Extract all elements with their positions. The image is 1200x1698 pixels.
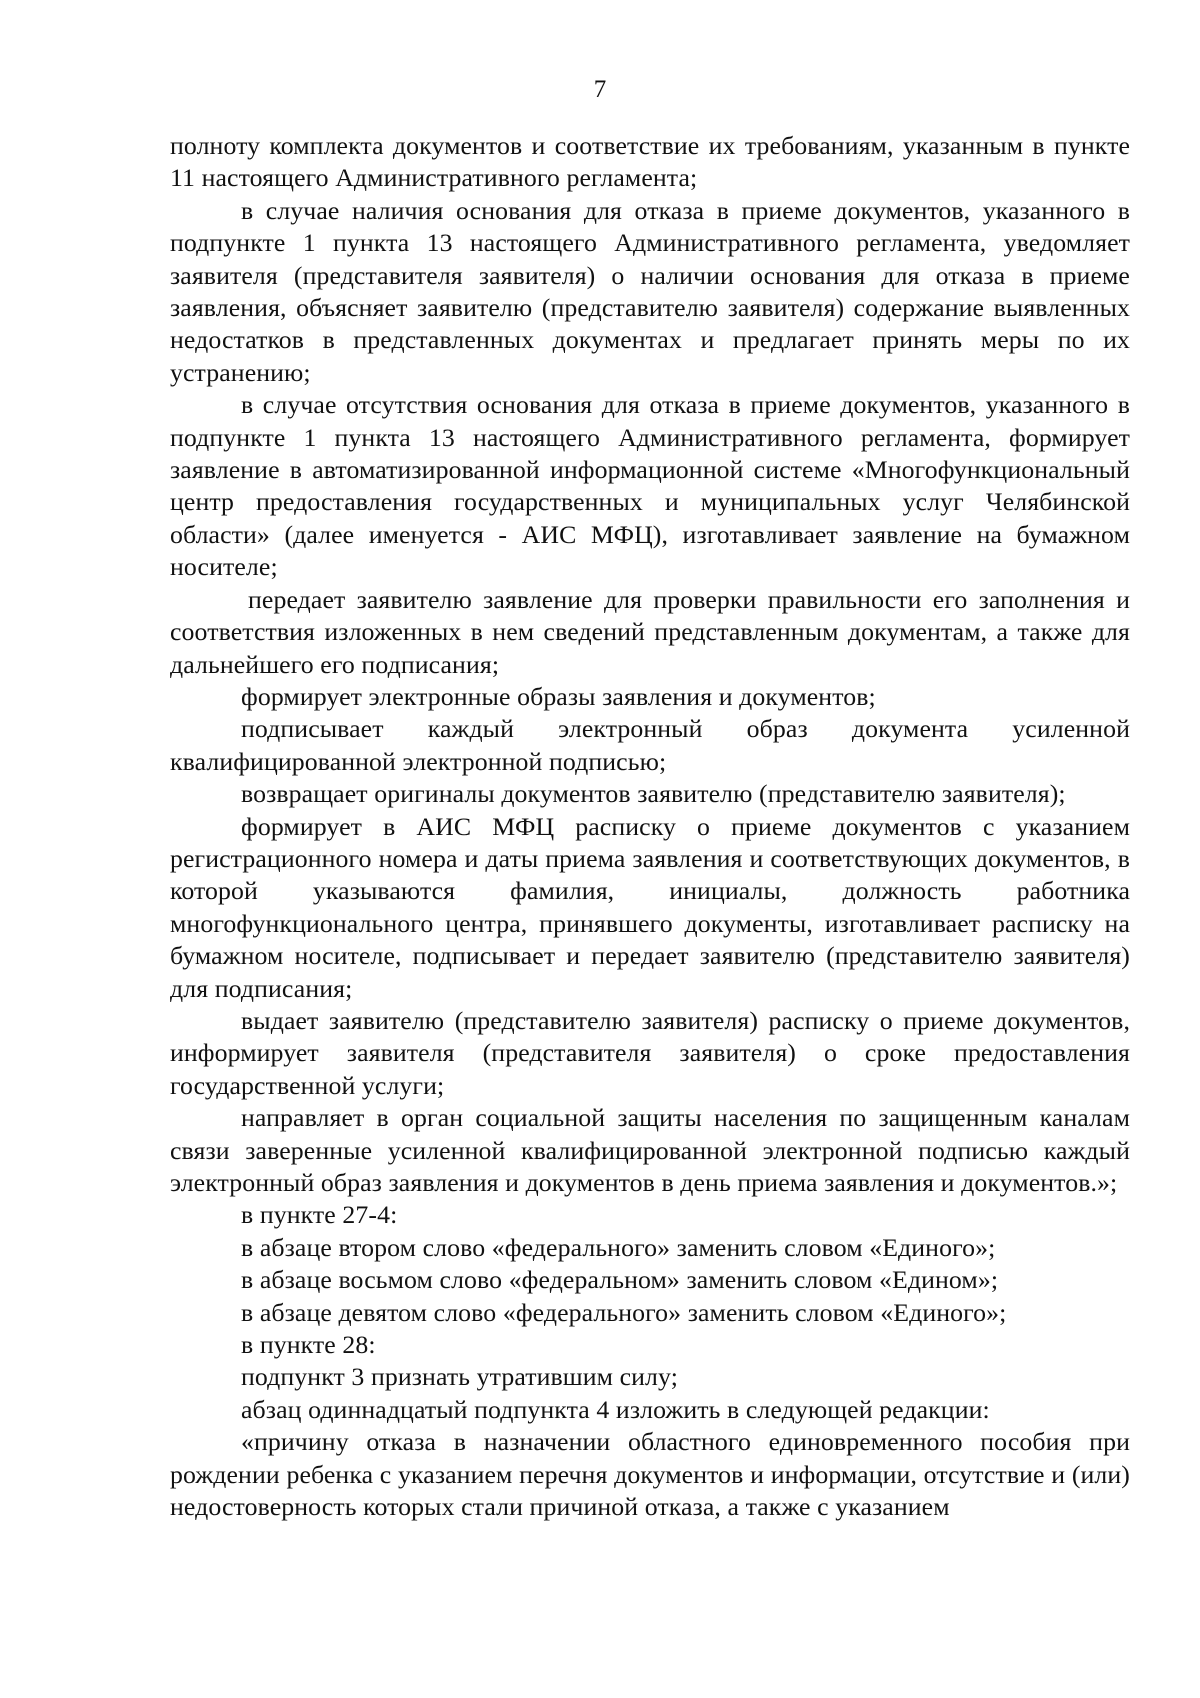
- paragraph-16: подпункт 3 признать утратившим силу;: [241, 1362, 678, 1392]
- paragraph-6: подписывает каждый электронный образ документа усиленной квалифицированной электронной подписью;: [170, 714, 1130, 776]
- paragraph-14: в абзаце девятом слово «федерального» заменить словом «Единого»;: [241, 1297, 1007, 1327]
- paragraph-7: возвращает оригиналы документов заявителю (представителю заявителя);: [241, 779, 1066, 809]
- paragraph-13: в абзаце восьмом слово «федеральном» заменить словом «Едином»;: [241, 1265, 999, 1295]
- paragraph-3: в случае отсутствия основания для отказа в приеме документов, указанного в подпункте 1 пункта 13 настоящего Административного регламента, формирует заявление в автоматизированной информационной системе «Многофункциональный центр предоставления государственных и муниципальных услуг Челябинской области» (далее именуется - АИС МФЦ), изготавливает заявление на бумажном носителе;: [170, 390, 1130, 582]
- paragraph-8: формирует в АИС МФЦ расписку о приеме документов с указанием регистрационного номера и даты приема заявления и соответствующих документов, в которой указываются фамилия, инициалы, должность работника многофункционального центра, принявшего документы, изготавливает расписку на бумажном носителе, подписывает и передает заявителю (представителю заявителя) для подписания;: [170, 811, 1130, 1003]
- paragraph-10: направляет в орган социальной защиты населения по защищенным каналам связи заверенные усиленной квалифицированной электронной подписью каждый электронный образ заявления и документов в день приема заявления и документов.»;: [170, 1103, 1130, 1197]
- paragraph-9: выдает заявителю (представителю заявителя) расписку о приеме документов, информирует заявителя (представителя заявителя) о сроке предоставления государственной услуги;: [170, 1005, 1130, 1100]
- paragraph-15: в пункте 28:: [241, 1330, 376, 1360]
- document-body: [170, 130, 1130, 1523]
- paragraph-2: в случае наличия основания для отказа в приеме документов, указанного в подпункте 1 пункта 13 настоящего Административного регламента, уведомляет заявителя (представителя заявителя) о наличии основания для отказа в приеме заявления, объясняет заявителю (представителю заявителя) содержание выявленных недостатков в представленных документах и предлагает принять меры по их устранению;: [170, 195, 1130, 387]
- page-number: 7: [593, 76, 607, 103]
- paragraph-4: передает заявителю заявление для проверки правильности его заполнения и соответствия изложенных в нем сведений представленным документам, а также для дальнейшего его подписания;: [170, 584, 1130, 679]
- paragraph-17: абзац одиннадцатый подпункта 4 изложить в следующей редакции:: [241, 1394, 990, 1424]
- paragraph-1: полноту комплекта документов и соответствие их требованиям, указанным в пункте 11 настоящего Административного регламента;: [170, 131, 1130, 193]
- paragraph-11: в пункте 27-4:: [241, 1200, 398, 1230]
- paragraph-18: «причину отказа в назначении областного единовременного пособия при рождении ребенка с указанием перечня документов и информации, отсутствие и (или) недостоверность которых стали причиной отказа, а также с указанием: [170, 1427, 1130, 1522]
- paragraph-12: в абзаце втором слово «федерального» заменить словом «Единого»;: [241, 1232, 996, 1262]
- paragraph-5: формирует электронные образы заявления и документов;: [241, 681, 876, 711]
